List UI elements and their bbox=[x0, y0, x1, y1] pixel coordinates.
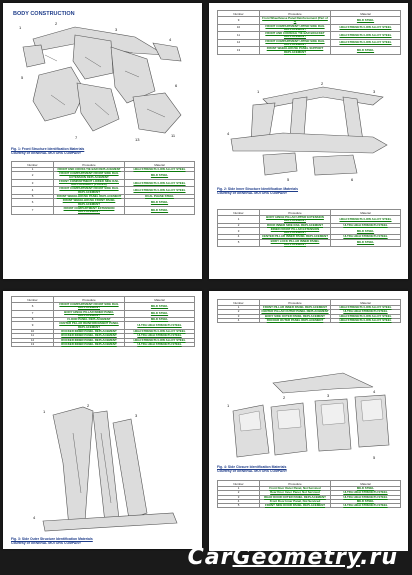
column-header-number: Number bbox=[218, 300, 260, 306]
material-link[interactable]: HIGH STRENGTH LOW ALLOY STEEL bbox=[339, 317, 392, 322]
material-link[interactable]: HIGH STRENGTH LOW ALLOY STEEL bbox=[133, 167, 186, 171]
table-row bbox=[218, 318, 401, 322]
cell-material bbox=[125, 206, 195, 214]
material-link[interactable]: MILD STEEL bbox=[356, 486, 375, 490]
svg-text:5: 5 bbox=[21, 75, 24, 80]
procedure-link[interactable]: BODY LOCK PILLAR INNER PANEL REPLACEMENT bbox=[270, 238, 320, 247]
material-link[interactable]: MILD STEEL bbox=[150, 317, 169, 322]
procedure-link[interactable]: BODY SIDE OUTER PANEL REPLACEMENT bbox=[265, 313, 325, 318]
procedure-link[interactable]: FRONT WHEELHOUSE PANEL REPLACEMENT bbox=[56, 194, 122, 199]
cell-material bbox=[125, 303, 195, 311]
material-link[interactable]: HIGH STRENGTH LOW ALLOY STEEL bbox=[339, 40, 392, 45]
table-row bbox=[218, 239, 401, 247]
svg-text:3: 3 bbox=[135, 413, 138, 418]
row-number: 4 bbox=[12, 187, 54, 195]
row-number: 13 bbox=[218, 47, 260, 55]
material-link[interactable]: HIGH STRENGTH LOW ALLOY STEEL bbox=[133, 180, 186, 185]
procedure-link[interactable]: FLOOR PANEL REPLACEMENT bbox=[67, 317, 111, 322]
procedure-link[interactable]: FRONT COMPARTMENT EXTENSION REPLACEMENT bbox=[63, 205, 115, 214]
svg-text:2: 2 bbox=[87, 403, 90, 408]
site-watermark-logo bbox=[188, 545, 398, 570]
material-link[interactable]: MILD STEEL bbox=[150, 311, 169, 316]
material-link[interactable]: ULTRA HIGH STRENGTH STEEL bbox=[343, 490, 388, 495]
document-page-1 bbox=[3, 3, 202, 279]
cell-material bbox=[331, 39, 401, 47]
column-header-material: Material bbox=[331, 210, 401, 216]
row-number: 7 bbox=[12, 310, 54, 318]
row-number: 1 bbox=[218, 487, 260, 491]
material-link[interactable]: MILD STEEL bbox=[356, 17, 375, 22]
cell-procedure bbox=[260, 504, 331, 508]
row-number: 10 bbox=[12, 330, 54, 334]
procedure-link[interactable]: ROCKER OUTER PANEL REPLACEMENT bbox=[266, 317, 324, 322]
side-inner-structure-table bbox=[217, 209, 401, 247]
document-page-2 bbox=[209, 3, 408, 279]
material-link[interactable]: MILD STEEL bbox=[150, 207, 169, 212]
procedure-link[interactable]: REAR DOOR OUTER PANEL REPLACEMENT bbox=[264, 494, 326, 499]
procedure-link[interactable]: FRONT COMPARTMENT LOWER SIDE RAIL REPLACEMENT (LOWER) bbox=[58, 178, 119, 187]
procedure-link[interactable]: FRONT AND CONSOLE TIE BAR BRACKET REPLACEMENT bbox=[265, 31, 325, 39]
cell-procedure bbox=[54, 342, 125, 346]
row-number: 1 bbox=[218, 306, 260, 310]
caption-title: Fig. 3: Side Outer Structure Identification Materials bbox=[11, 537, 93, 541]
material-link[interactable]: HIGH STRENGTH LOW ALLOY STEEL bbox=[339, 25, 392, 30]
side-inner-structure-table-continued bbox=[11, 296, 195, 347]
column-header-number: Number bbox=[218, 11, 260, 17]
row-number: 1 bbox=[218, 216, 260, 224]
material-link[interactable]: ULTRA HIGH STRENGTH STEEL bbox=[137, 341, 182, 346]
material-link[interactable]: MILD STEEL bbox=[356, 498, 375, 503]
column-header-procedure: Procedure bbox=[260, 300, 331, 306]
cell-material bbox=[125, 168, 195, 172]
column-header-number: Number bbox=[218, 210, 260, 216]
svg-text:2: 2 bbox=[55, 21, 58, 26]
procedure-link[interactable]: FRONT END CROSS TIE BAR REPLACEMENT bbox=[57, 167, 121, 171]
side-inner-structure-illustration bbox=[223, 79, 395, 183]
figure-caption bbox=[11, 537, 93, 545]
material-link[interactable]: ULTRA HIGH STRENGTH STEEL bbox=[343, 503, 388, 508]
material-link[interactable]: HIGH STRENGTH LOW ALLOY STEEL bbox=[339, 216, 392, 221]
svg-text:3: 3 bbox=[115, 27, 118, 32]
caption-credit: Courtesy of GENERAL MOTORS COMPANY bbox=[217, 469, 288, 474]
column-header-number: Number bbox=[12, 162, 54, 168]
svg-text:4: 4 bbox=[169, 37, 172, 42]
column-header-procedure: Procedure bbox=[260, 210, 331, 216]
material-link[interactable]: MILD STEEL bbox=[356, 48, 375, 53]
material-link[interactable]: HIGH STRENGTH LOW ALLOY STEEL bbox=[339, 32, 392, 37]
row-number: 5 bbox=[218, 504, 260, 508]
material-link[interactable]: HIGH STRENGTH LOW ALLOY STEEL bbox=[133, 188, 186, 193]
row-number: 4 bbox=[218, 235, 260, 239]
caption-credit: Courtesy of GENERAL MOTORS COMPANY bbox=[11, 151, 82, 156]
cell-material bbox=[331, 32, 401, 40]
procedure-link[interactable]: ROCKER INNER PANEL REPLACEMENT bbox=[61, 329, 117, 334]
row-number: 12 bbox=[218, 39, 260, 47]
procedure-link[interactable]: FRONT COMPARTMENT FRONT SIDE RAIL REPLACEMENT bbox=[59, 302, 119, 310]
column-header-procedure: Procedure bbox=[54, 162, 125, 168]
watermark-part-a: Car bbox=[187, 545, 233, 570]
svg-text:2: 2 bbox=[321, 81, 324, 86]
svg-text:3: 3 bbox=[327, 393, 330, 398]
caption-title: Fig. 2: Side Inner Structure Identification Materials bbox=[217, 187, 299, 191]
procedure-link[interactable]: CENTER PILLAR OUTER PANEL REPLACEMENT bbox=[261, 309, 329, 314]
cell-material bbox=[331, 24, 401, 32]
cell-material bbox=[125, 179, 195, 187]
side-closure-table bbox=[217, 480, 401, 508]
row-number: 6 bbox=[12, 303, 54, 311]
cell-material bbox=[331, 504, 401, 508]
column-header-procedure: Procedure bbox=[260, 481, 331, 487]
procedure-link[interactable]: ROCKER INNER PANEL REPLACEMENT bbox=[61, 341, 117, 346]
row-number: 12 bbox=[12, 338, 54, 342]
svg-text:4: 4 bbox=[373, 389, 376, 394]
row-number: 10 bbox=[218, 24, 260, 32]
cell-procedure bbox=[260, 318, 331, 322]
row-number: 9 bbox=[218, 17, 260, 25]
row-number: 2 bbox=[218, 310, 260, 314]
procedure-link[interactable]: Front Wheelhouse Panel Reinforcement (Part of 8) bbox=[262, 16, 328, 24]
table-row bbox=[12, 342, 195, 346]
row-number: 13 bbox=[12, 342, 54, 346]
procedure-link[interactable]: FRONT COMPARTMENT FRONT SIDE RAIL REPLACEMENT bbox=[59, 186, 119, 194]
svg-text:3: 3 bbox=[373, 89, 376, 94]
row-number: 3 bbox=[218, 495, 260, 499]
svg-text:4: 4 bbox=[227, 131, 230, 136]
procedure-link[interactable]: FRONT COMPARTMENT FRONT SIDE RAIL EXTENSION REPLACEMENT bbox=[59, 171, 119, 179]
side-closure-illustration bbox=[223, 367, 395, 467]
caption-title: Fig. 1: Front Structure Identification Materials bbox=[11, 147, 85, 151]
svg-text:5: 5 bbox=[287, 177, 290, 182]
column-header-material: Material bbox=[125, 162, 195, 168]
row-number: 11 bbox=[12, 334, 54, 338]
svg-text:5: 5 bbox=[373, 455, 376, 460]
side-outer-structure-illustration bbox=[23, 403, 181, 533]
procedure-link[interactable]: Front Door Inner Panel, Not Serviced bbox=[269, 498, 321, 503]
row-number: 1 bbox=[12, 168, 54, 172]
material-link[interactable]: ULTRA HIGH STRENGTH STEEL bbox=[137, 323, 182, 328]
row-number: 6 bbox=[12, 199, 54, 207]
procedure-link[interactable]: FRONT COMPARTMENT UPPER SIDE RAIL REPLACEMENT bbox=[265, 38, 325, 47]
figure-caption bbox=[217, 465, 287, 473]
front-structure-table bbox=[11, 161, 195, 215]
cell-procedure bbox=[260, 47, 331, 55]
row-number: 7 bbox=[12, 206, 54, 214]
cell-procedure bbox=[260, 239, 331, 247]
procedure-link[interactable]: CENTER PILLAR INNER PANEL REPLACEMENT bbox=[261, 234, 329, 239]
caption-credit: Courtesy of GENERAL MOTORS COMPANY bbox=[217, 191, 288, 196]
figure-caption bbox=[11, 147, 84, 155]
figure-caption bbox=[217, 187, 298, 195]
column-header-procedure: Procedure bbox=[260, 11, 331, 17]
front-structure-table-continued bbox=[217, 10, 401, 55]
section-heading: BODY CONSTRUCTION bbox=[13, 11, 75, 17]
svg-text:11: 11 bbox=[171, 133, 176, 138]
svg-text:1: 1 bbox=[19, 25, 22, 30]
table-row bbox=[218, 504, 401, 508]
table-row bbox=[218, 47, 401, 55]
svg-text:1: 1 bbox=[227, 403, 230, 408]
procedure-link[interactable]: FRONT SIDE DOOR PANEL REPLACEMENT bbox=[264, 503, 326, 508]
cell-material bbox=[125, 172, 195, 180]
material-link[interactable]: ULTRA HIGH STRENGTH STEEL bbox=[343, 494, 388, 499]
procedure-link[interactable]: ROCKER INNER PANEL REPLACEMENT bbox=[61, 337, 117, 342]
svg-text:1: 1 bbox=[43, 409, 46, 414]
column-header-material: Material bbox=[331, 481, 401, 487]
front-structure-illustration bbox=[15, 17, 193, 145]
procedure-link[interactable]: BODY HINGE PILLAR UPPER EXTENSION REPLACEMENT bbox=[266, 215, 324, 223]
svg-text:6: 6 bbox=[175, 83, 178, 88]
procedure-link[interactable]: FRONT WHEELHOUSE FRONT PANEL REPLACEMENT bbox=[62, 198, 116, 206]
procedure-link[interactable]: Front Door Outer Panel, Not Serviced bbox=[269, 486, 321, 490]
svg-text:6: 6 bbox=[351, 177, 354, 182]
row-number: 3 bbox=[218, 314, 260, 318]
svg-text:4: 4 bbox=[33, 515, 36, 520]
material-link[interactable]: ULTRA HIGH STRENGTH STEEL bbox=[137, 333, 182, 338]
material-link[interactable]: ULTRA HIGH STRENGTH STEEL bbox=[343, 234, 388, 239]
procedure-link[interactable]: ROCKER INNER PANEL REPLACEMENT bbox=[61, 333, 117, 338]
cell-procedure bbox=[54, 206, 125, 214]
side-outer-structure-table bbox=[217, 299, 401, 323]
watermark-part-c: .ru bbox=[360, 545, 398, 570]
column-header-material: Material bbox=[125, 297, 195, 303]
material-link[interactable]: HIGH STRENGTH LOW ALLOY STEEL bbox=[133, 329, 186, 334]
cell-material bbox=[125, 342, 195, 346]
material-link[interactable]: HIGH STRENGTH LOW ALLOY STEEL bbox=[339, 313, 392, 318]
row-number: 5 bbox=[218, 239, 260, 247]
svg-text:1: 1 bbox=[257, 89, 260, 94]
document-page-3 bbox=[3, 291, 202, 549]
table-row bbox=[12, 206, 195, 214]
material-link[interactable]: MILD STEEL bbox=[150, 200, 169, 205]
watermark-part-b: Geometry bbox=[232, 545, 361, 570]
procedure-link[interactable]: INNER FRONT PILLAR EXTENSION REPLACEMENT bbox=[270, 226, 320, 235]
row-number: 4 bbox=[218, 318, 260, 322]
document-page-4 bbox=[209, 291, 408, 569]
column-header-number: Number bbox=[218, 481, 260, 487]
row-number: 11 bbox=[218, 32, 260, 40]
cell-material bbox=[331, 318, 401, 322]
svg-text:2: 2 bbox=[283, 395, 286, 400]
material-link[interactable]: MILD STEEL bbox=[150, 172, 169, 177]
procedure-link[interactable]: FRONT COMPARTMENT UPPER SIDE RAIL REPLACEMENT bbox=[265, 23, 325, 31]
row-number: 2 bbox=[218, 223, 260, 227]
cell-material bbox=[331, 17, 401, 25]
material-link[interactable]: ULTRA HIGH STRENGTH STEEL bbox=[343, 222, 388, 227]
procedure-link[interactable]: BODY HINGE PILLAR INNER PANEL REPLACEMENT bbox=[64, 309, 114, 317]
cell-material bbox=[331, 239, 401, 247]
material-link[interactable]: MILD STEEL bbox=[150, 303, 169, 308]
material-link[interactable]: HIGH STRENGTH LOW ALLOY STEEL bbox=[133, 337, 186, 342]
row-number: 2 bbox=[218, 491, 260, 495]
procedure-link[interactable]: Rear Door Inner Panel, Not Serviced bbox=[270, 490, 320, 495]
caption-title: Fig. 4: Side Closure Identification Materials bbox=[217, 465, 287, 469]
procedure-link[interactable]: FRONT PILLAR INNER PANEL REPLACEMENT bbox=[262, 305, 328, 309]
cell-material bbox=[125, 199, 195, 207]
column-header-procedure: Procedure bbox=[54, 297, 125, 303]
material-link[interactable]: MILD STEEL bbox=[356, 228, 375, 233]
column-header-number: Number bbox=[12, 297, 54, 303]
material-link[interactable]: DUAL PHASE STEEL bbox=[145, 194, 174, 199]
row-number: 9 bbox=[12, 322, 54, 330]
material-link[interactable]: HIGH STRENGTH LOW ALLOY STEEL bbox=[339, 305, 392, 309]
row-number: 3 bbox=[12, 179, 54, 187]
svg-text:13: 13 bbox=[135, 137, 140, 142]
row-number: 2 bbox=[12, 172, 54, 180]
procedure-link[interactable]: FRONT WHEELHOUSE PANEL SUPPORT REPLACEMENT bbox=[266, 46, 324, 54]
column-header-material: Material bbox=[331, 300, 401, 306]
column-header-material: Material bbox=[331, 11, 401, 17]
caption-credit: Courtesy of GENERAL MOTORS COMPANY bbox=[11, 541, 82, 546]
row-number: 4 bbox=[218, 499, 260, 503]
procedure-link[interactable]: ROOF INNER SIDE RAIL REPLACEMENT bbox=[267, 222, 323, 227]
row-number: 5 bbox=[12, 195, 54, 199]
row-number: 3 bbox=[218, 227, 260, 235]
svg-text:7: 7 bbox=[75, 135, 78, 140]
cell-material bbox=[331, 47, 401, 55]
material-link[interactable]: MILD STEEL bbox=[356, 240, 375, 245]
row-number: 8 bbox=[12, 318, 54, 322]
procedure-link[interactable]: CENTER PILLAR REINFORCEMENT PANEL REPLACEMENT bbox=[59, 321, 119, 329]
material-link[interactable]: ULTRA HIGH STRENGTH STEEL bbox=[343, 309, 388, 314]
